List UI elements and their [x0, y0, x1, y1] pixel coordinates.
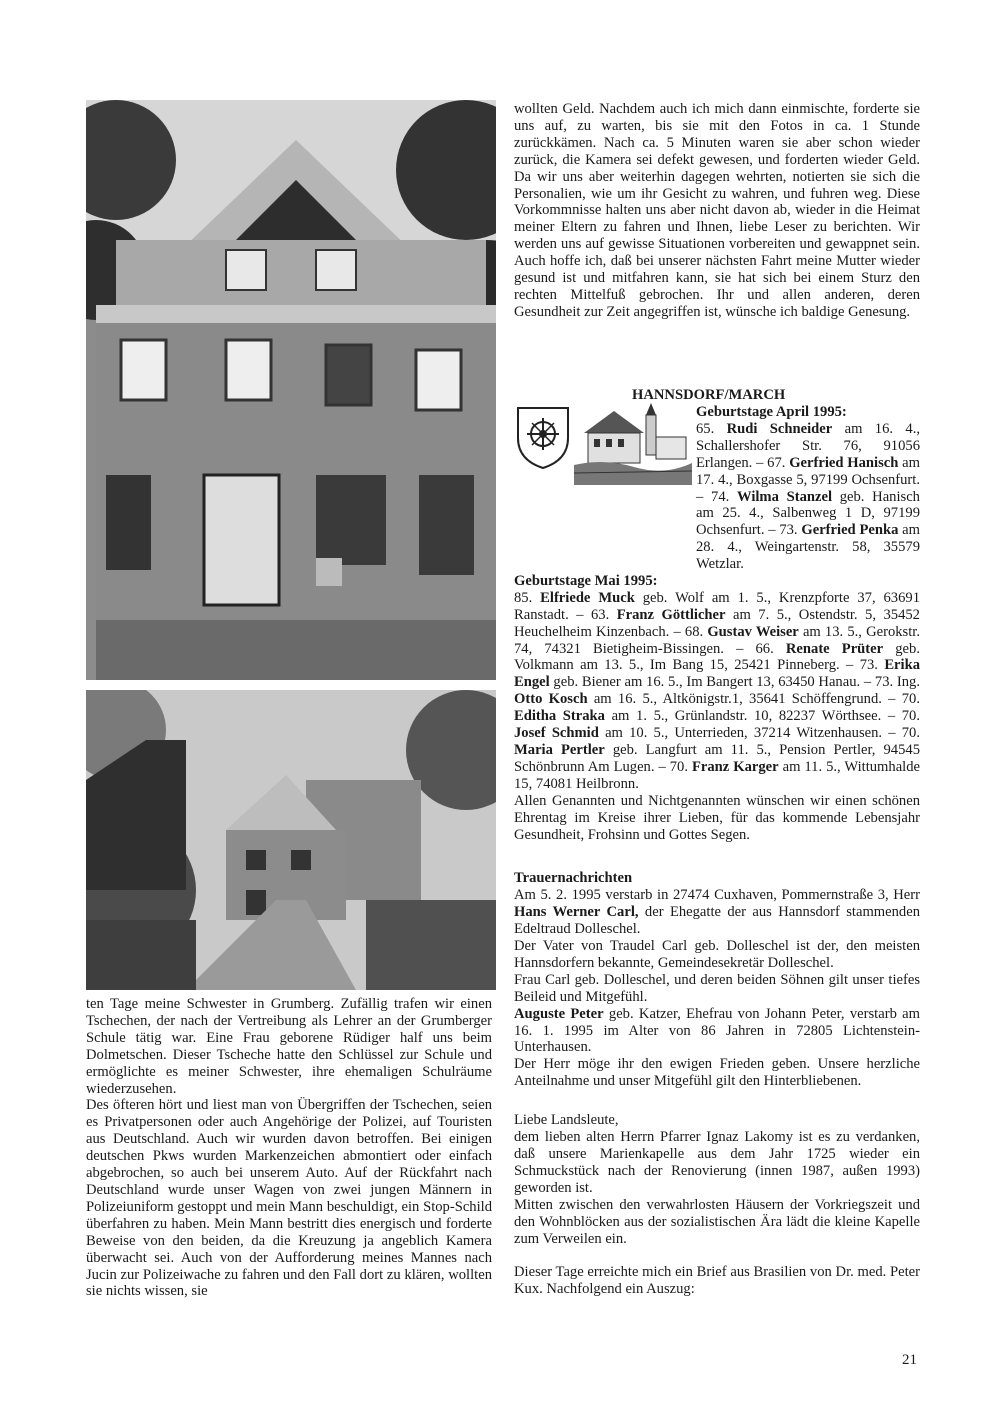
mourning-paragraph: Frau Carl geb. Dolleschel, und deren beiden Söhnen gilt unser tiefes Beileid und Mitgefühl.: [514, 971, 920, 1005]
person-name: Franz Karger: [691, 758, 779, 775]
person-name: Josef Schmid: [514, 725, 599, 742]
text-span: geb. Katzer, Ehefrau von Johann Peter, verstarb am 16. 1. 1995 im Alter von 86 Jahren in 72805 Lichtenstein-Unterhausen.: [514, 1005, 921, 1056]
text-span: der Ehegatte der aus Hannsdorf stammenden Edeltraud Dolleschel.: [514, 904, 920, 938]
mourning-paragraph: Der Herr möge ihr den ewigen Frieden geben. Unsere herzliche Anteilnahme und unser Mitgefühl gilt den Hinterbliebenen.: [514, 1056, 920, 1090]
may-heading: Geburtstage Mai 1995:: [514, 572, 658, 589]
paragraph: Des öfteren hört und liest man von Übergriffen der Tschechen, seien es Privatpersonen oder auch Angehörige der Polizei, auf Touristen aus Deutschland. Auch wir wurden davon betroffen. Bei einigen deutschen Pkws wurden Markenzeichen abmontiert oder einfach abgebrochen, so auch bei unserem Auto. Auf der Rückfahrt nach Deutschland wurde unser Wagen von zwei jungen Männern in Polizeiuniform gestoppt und mein Mann beschuldigt, ein Stop-Schild überfahren zu haben. Mein Mann bestritt dies energisch und forderte Beweise von den beiden, da die Kreuzung ja angeblich Kamera überwacht sei. Auch von der Aufforderung meines Mannes nach Jucin zur Polizeiwache zu fahren und den Fall dort zu klären, wollten sie nichts wissen, sie: [86, 1097, 492, 1300]
letter-paragraph: dem lieben alten Herrn Pfarrer Ignaz Lakomy ist es zu verdanken, daß unsere Marienkapelle aus dem Jahr 1725 wieder ein Schmuckstück nach der Renovierung (innen 1987, außen 1993) geworden ist.: [514, 1129, 920, 1196]
page-number: 21: [902, 1352, 917, 1368]
person-name: Maria Pertler: [514, 741, 605, 758]
entry-text: geb. Hanisch am 25. 4., Salbenweg 1 D, 97199 Ochsenfurt. – 73.: [696, 488, 920, 539]
lead-number: 65.: [696, 420, 715, 437]
mourning-paragraph: [514, 1006, 920, 1057]
entry-text: am 13. 5., Gerokstr. 74, 74321 Bietigheim-Bissingen. – 66.: [514, 623, 920, 657]
village-sketch-icon: [574, 403, 692, 490]
section-title: HANNSDORF/MARCH: [632, 387, 786, 403]
entry-text: am 11. 5., Wittumhalde 15, 74081 Heilbronn.: [514, 758, 920, 792]
ruined-houses-photo: [86, 690, 496, 990]
entry-text: geb. Wolf am 1. 5., Krenzpforte 37, 63691 Ranstadt. – 63.: [514, 589, 920, 623]
entry-text: geb. Langfurt am 11. 5., Pension Pertler, 94545 Schönbrunn Am Lugen. – 70.: [514, 741, 920, 775]
person-name: Gerfried Penka: [801, 522, 899, 539]
coat-of-arms-icon: [514, 404, 572, 475]
entry-text: am 16. 5., Altkönigstr.1, 35641 Schöffengrund. – 70.: [587, 691, 920, 708]
paragraph: ten Tage meine Schwester in Grumberg. Zufällig trafen wir einen Tschechen, der nach der Vertreibung als Lehrer an der Grumberger Schule tätig war. Eine Frau geborene Rüdiger half uns beim Dolmetschen. Dieser Tscheche hatte den Schlüssel zur Schule und ermöglichte es meiner Schwester, ihre ehemaligen Schulräume wiederzusehen.: [86, 996, 492, 1097]
letter-greeting: Liebe Landsleute,: [514, 1112, 619, 1129]
entry-text: geb. Volkmann am 13. 5., Im Bang 15, 25421 Pinneberg. – 73.: [514, 640, 920, 674]
person-name: Otto Kosch: [514, 691, 588, 708]
person-name: Franz Göttlicher: [616, 606, 726, 623]
hannsdorf-section: [514, 387, 920, 1298]
lead-number: 85.: [514, 589, 541, 606]
mourning-paragraph: Der Vater von Traudel Carl geb. Dolleschel ist der, den meisten Hannsdorfern bekannte, Gemeindesekretär Dolleschel.: [514, 938, 920, 971]
may-entries: [514, 590, 920, 793]
paragraph: wollten Geld. Nachdem auch ich mich dann einmischte, forderte sie uns auf, zu warten, bis sie mit den Fotos in ca. 1 Stunde zurückkämen. Nach ca. 5 Minuten waren sie aber schon wieder zurück, die Kamera sei defekt gewesen, und forderten wieder Geld. Da wir uns aber weiterhin dagegen wehrten, notierten sie sich die Personalien, wie um ihr Gesicht zu wahren, und fuhren weg. Diese Vorkommnisse halten uns aber nicht davon ab, wieder in die Heimat meiner Eltern zu fahren und Ihnen, liebe Leser zu berichten. Wir werden uns auf gewisse Situationen vorbereiten und gewappnet sein. Auch hoffe ich, daß bei unserer nächsten Fahrt meine Mutter wieder gesund ist und mitfahren kann, sie hat sich bei einem Sturz den rechten Mittelfuß gebrochen. Ihr und allen anderen, deren Gesundheit zur Zeit angegriffen ist, wünsche ich baldige Genesung.: [514, 101, 920, 320]
person-name: Rudi Schneider: [726, 420, 833, 437]
person-name: Renate Prüter: [785, 640, 884, 657]
person-name: Elfriede Muck: [540, 589, 635, 606]
entry-text: am 1. 5., Grünlandstr. 10, 82237 Wörthsee. – 70.: [604, 708, 920, 725]
right-column-top-text: [514, 101, 920, 321]
person-name: Editha Straka: [514, 708, 605, 725]
person-name: Gustav Weiser: [707, 623, 799, 640]
letter-paragraph: Dieser Tage erreichte mich ein Brief aus Brasilien von Dr. med. Peter Kux. Nachfolgend ein Auszug:: [514, 1264, 920, 1298]
entry-text: geb. Biener am 16. 5., Im Bangert 13, 63450 Hanau. – 73. Ing.: [549, 674, 920, 691]
entry-text: am 16. 4., Schallershofer Str. 76, 91056 Erlangen. – 67.: [696, 420, 920, 471]
entry-text: am 7. 5., Ostendstr. 5, 35452 Heuchelheim Kinzenbach. – 68.: [514, 606, 920, 640]
text-span: Am 5. 2. 1995 verstarb in 27474 Cuxhaven, Pommernstraße 3, Herr: [514, 887, 920, 904]
entry-text: am 10. 5., Unterrieden, 37214 Witzenhausen. – 70.: [598, 725, 920, 742]
person-name: Erika Engel: [514, 657, 920, 691]
person-name: Auguste Peter: [514, 1005, 604, 1022]
letter-paragraph: Mitten zwischen den verwahrlosten Häusern der Vorkriegszeit und den Wohnblöcken aus der sozialistischen Ära lädt die kleine Kapelle zum Verweilen ein.: [514, 1196, 920, 1247]
building-photo: [86, 100, 496, 680]
entry-text: am 17. 4., Boxgasse 5, 97199 Ochsenfurt. – 74.: [696, 454, 920, 505]
person-name: Hans Werner Carl,: [514, 904, 639, 921]
entry-text: am 28. 4., Weingartenstr. 58, 35579 Wetzlar.: [696, 522, 920, 573]
person-name: Gerfried Hanisch: [789, 454, 899, 471]
april-birthdays-block: [514, 403, 920, 573]
april-lead: [696, 421, 920, 573]
mourning-heading: Trauernachrichten: [514, 870, 633, 887]
person-name: Wilma Stanzel: [736, 488, 832, 505]
left-column-text: [86, 996, 492, 1300]
april-heading: Geburtstage April 1995:: [696, 403, 847, 420]
wishes-paragraph: Allen Genannten und Nichtgenannten wünschen wir einen schönen Ehrentag im Kreise ihrer Lieben, für das kommende Lebensjahr Gesundheit, Frohsinn und Gottes Segen.: [514, 792, 920, 843]
mourning-paragraph: [514, 887, 920, 938]
